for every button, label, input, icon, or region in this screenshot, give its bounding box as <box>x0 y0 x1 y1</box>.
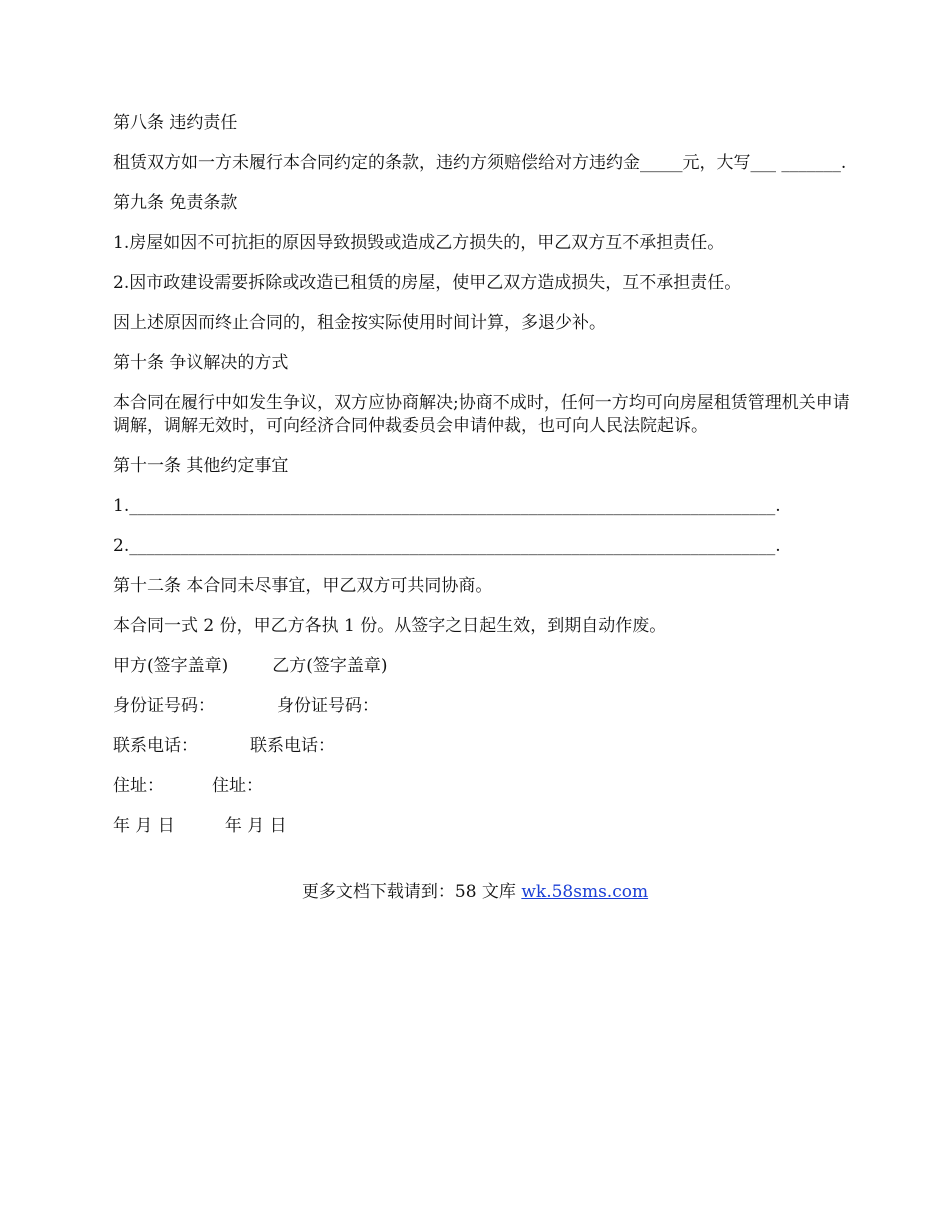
date-row <box>113 815 853 838</box>
footer-link[interactable]: wk.58sms.com <box>521 882 649 902</box>
party-b-address-label: 住址： <box>212 776 263 796</box>
article8-title: 第八条 违约责任 <box>113 113 238 133</box>
party-b-id-label: 身份证号码： <box>277 696 379 716</box>
article9-title: 第九条 免责条款 <box>113 193 238 213</box>
party-b-date-label: 年 月 日 <box>224 816 287 836</box>
article11-item-2: 2.____________________________________________________________________________. <box>113 536 781 556</box>
article11-item-1: 1.____________________________________________________________________________. <box>113 496 781 516</box>
address-row <box>113 775 853 798</box>
article12: 第十二条 本合同未尽事宜，甲乙双方可共同协商。 <box>113 576 493 596</box>
party-a-date-label: 年 月 日 <box>113 816 175 836</box>
party-a-phone-label: 联系电话： <box>113 736 198 756</box>
contract-page <box>113 112 853 855</box>
party-a-address-label: 住址： <box>113 776 164 796</box>
article10-body: 本合同在履行中如发生争议，双方应协商解决;协商不成时，任何一方均可向房屋租赁管理机关申请调解，调解无效时，可向经济合同仲裁委员会申请仲裁，也可向人民法院起诉。 <box>113 393 850 436</box>
article8-body: 租赁双方如一方未履行本合同约定的条款，违约方须赔偿给对方违约金_____元，大写___ _______. <box>113 153 847 173</box>
party-b-signature-label: 乙方(签字盖章) <box>272 656 388 676</box>
article11-title: 第十一条 其他约定事宜 <box>113 456 289 476</box>
article9-note: 因上述原因而终止合同的，租金按实际使用时间计算，多退少补。 <box>113 313 606 333</box>
copies-clause: 本合同一式 2 份，甲乙方各执 1 份。从签字之日起生效，到期自动作废。 <box>113 616 667 636</box>
party-a-signature-label: 甲方(签字盖章) <box>113 656 229 676</box>
article10-title: 第十条 争议解决的方式 <box>113 353 289 373</box>
article9-item-1: 1.房屋如因不可抗拒的原因导致损毁或造成乙方损失的，甲乙双方互不承担责任。 <box>113 233 725 253</box>
footer <box>0 881 950 904</box>
footer-text: 更多文档下载请到：58 文库 <box>301 882 522 902</box>
party-a-id-label: 身份证号码： <box>113 696 215 716</box>
signature-row <box>113 655 853 678</box>
party-b-phone-label: 联系电话： <box>250 736 335 756</box>
id-number-row <box>113 695 853 718</box>
phone-row <box>113 735 853 758</box>
article9-item-2: 2.因市政建设需要拆除或改造已租赁的房屋，使甲乙双方造成损失，互不承担责任。 <box>113 273 742 293</box>
